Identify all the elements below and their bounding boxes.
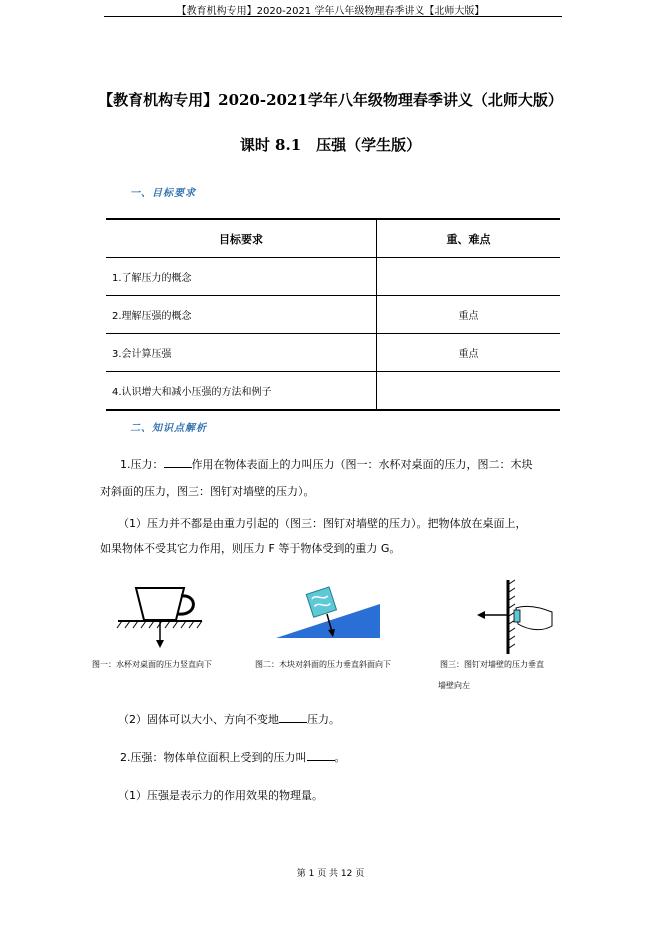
arrow-head	[156, 640, 164, 648]
text-fragment: 。	[334, 751, 346, 764]
fill-blank	[279, 712, 307, 723]
paragraph-pressure-force	[120, 453, 533, 477]
document-title: 【教育机构专用】2020-2021学年八年级物理春季讲义（北师大版）	[98, 91, 563, 109]
paragraph-pressure-meaning: （1）压强是表示力的作用效果的物理量。	[118, 789, 323, 802]
table-cell-goal: 3.会计算压强	[106, 334, 377, 372]
figure-thumbtack-on-wall	[472, 578, 556, 656]
caption-figure-2: 图二：木块对斜面的压力垂直斜面向下	[255, 660, 391, 669]
table-row	[106, 258, 560, 296]
paragraph-line: 如果物体不受其它力作用，则压力 F 等于物体受到的重力 G。	[100, 542, 401, 555]
caption-figure-3-cont: 墙壁向左	[438, 681, 470, 690]
table-cell-key: 重点	[458, 349, 479, 360]
paragraph-line: 对斜面的压力，图三：图钉对墙壁的压力）。	[100, 485, 315, 498]
caption-figure-3: 图三：图钉对墙壁的压力垂直	[440, 660, 544, 669]
lesson-subtitle: 课时 8.1 压强（学生版）	[239, 136, 422, 154]
text-fragment: 压力。	[307, 713, 340, 726]
table-header-key: 重、难点	[446, 232, 491, 246]
figure-cup-on-table	[110, 578, 210, 656]
table-header-row	[106, 219, 560, 258]
table-cell-key	[377, 258, 561, 296]
paragraph-solid-transmit	[118, 708, 340, 732]
table-row	[106, 296, 560, 334]
table-row	[106, 372, 560, 411]
hand-icon	[516, 606, 552, 629]
text-fragment: 作用在物体表面上的力叫压力（图一：水杯对桌面的压力，图二：木块	[191, 458, 533, 471]
table-header-goal: 目标要求	[106, 219, 377, 258]
text-fragment: （2）固体可以大小、方向不变地	[118, 713, 279, 726]
goals-table	[106, 218, 560, 411]
table-cell-key: 重点	[458, 311, 479, 322]
table-row	[106, 334, 560, 372]
page-footer: 第 1 页 共 12 页	[296, 869, 365, 879]
section-heading-goals: 一、目标要求	[130, 188, 196, 199]
arrow-head	[477, 611, 485, 619]
table-cell-goal: 2.理解压强的概念	[106, 296, 377, 334]
text-fragment: 1.压力：	[120, 458, 164, 471]
caption-figure-1: 图一：水杯对桌面的压力竖直向下	[92, 660, 212, 669]
cup-shape	[136, 588, 184, 620]
table-cell-goal: 4.认识增大和减小压强的方法和例子	[106, 372, 377, 411]
paragraph-line: （1）压力并不都是由重力引起的（图三：图钉对墙壁的压力）。把物体放在桌面上，	[118, 517, 527, 530]
fill-blank	[307, 750, 335, 761]
figure-block-on-incline	[272, 582, 384, 642]
text-fragment: 2.压强：物体单位面积上受到的压力叫	[120, 751, 307, 764]
page-header: 【教育机构专用】2020-2021 学年八年级物理春季讲义【北师大版】	[176, 6, 485, 17]
table-cell-key	[377, 372, 561, 411]
wooden-block	[306, 587, 336, 617]
section-heading-knowledge: 二、知识点解析	[130, 423, 207, 434]
header-rule	[104, 16, 562, 17]
table-cell-goal: 1.了解压力的概念	[106, 258, 377, 296]
paragraph-pressure-definition	[120, 746, 346, 770]
fill-blank	[164, 457, 192, 468]
thumbtack-head	[514, 610, 520, 622]
